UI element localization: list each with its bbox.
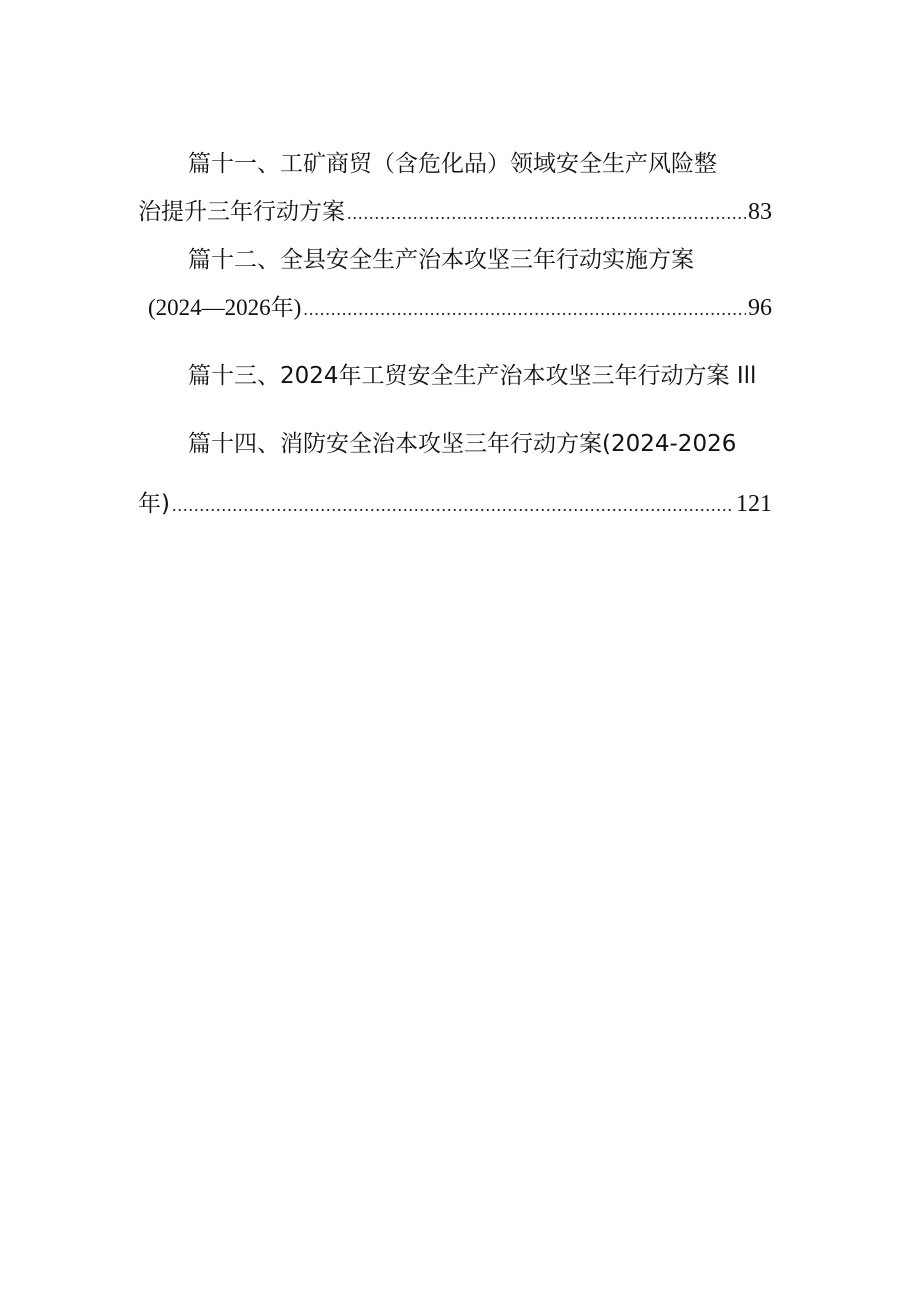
page-number: 96: [748, 295, 772, 321]
dot-leader: [347, 189, 746, 237]
page-number: 83: [748, 199, 772, 225]
toc-entry-12-title[interactable]: [138, 236, 772, 284]
page-number: 121: [736, 491, 772, 517]
toc-entry-14-continuation[interactable]: [138, 480, 772, 528]
toc-entry-text: 篇十四、消防安全治本攻坚三年行动方案(2024-2026: [188, 431, 737, 457]
toc-entry-text: (2024—2026年): [148, 295, 302, 320]
dot-leader: [172, 481, 734, 529]
dot-leader: [303, 285, 746, 333]
toc-entry-text: 篇十三、2024年工贸安全生产治本攻坚三年行动方案 Ill: [188, 363, 757, 389]
toc-entry-text: 篇十二、全县安全生产治本攻坚三年行动实施方案: [188, 247, 694, 273]
toc-entry-11-continuation[interactable]: [138, 188, 772, 236]
toc-entry-text: 年): [138, 491, 170, 517]
toc-entry-12-continuation[interactable]: [138, 284, 772, 332]
table-of-contents: [138, 140, 772, 528]
toc-entry-11-title[interactable]: [138, 140, 772, 188]
toc-entry-14-title[interactable]: [138, 420, 772, 468]
toc-entry-text: 治提升三年行动方案: [138, 199, 345, 225]
toc-entry-text: 篇十一、工矿商贸（含危化品）领域安全生产风险整: [188, 151, 717, 177]
toc-entry-13-title[interactable]: [138, 352, 772, 400]
